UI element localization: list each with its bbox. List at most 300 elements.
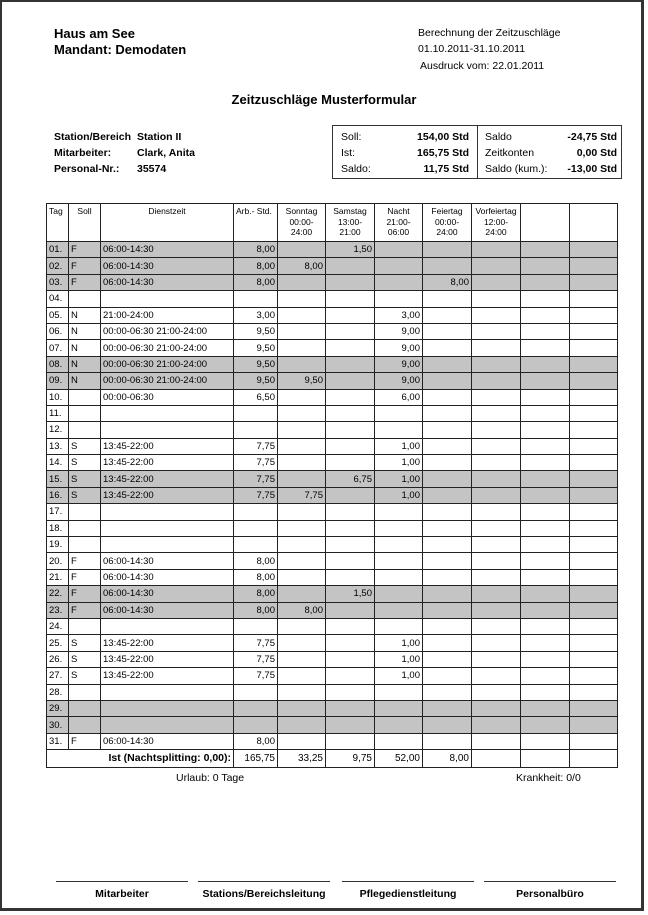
cell-vorfeiertag bbox=[472, 733, 521, 749]
cell-soll bbox=[69, 700, 101, 716]
cell-arb-std bbox=[234, 700, 278, 716]
table-row bbox=[47, 684, 618, 700]
cell-empty bbox=[521, 504, 570, 520]
cell-vorfeiertag bbox=[472, 487, 521, 503]
cell-samstag bbox=[326, 602, 375, 618]
cell-arb-std: 8,00 bbox=[234, 258, 278, 274]
cell-nacht: 9,00 bbox=[375, 340, 423, 356]
print-date: Ausdruck vom: 22.01.2011 bbox=[420, 60, 545, 72]
cell-dienstzeit: 00:00-06:30 21:00-24:00 bbox=[101, 340, 234, 356]
zeitkonten-label: Zeitkonten bbox=[485, 147, 535, 159]
cell-day: 17. bbox=[47, 504, 69, 520]
cell-empty bbox=[570, 438, 618, 454]
cell-samstag bbox=[326, 537, 375, 553]
cell-samstag bbox=[326, 520, 375, 536]
cell-vorfeiertag bbox=[472, 651, 521, 667]
cell-empty bbox=[570, 471, 618, 487]
cell-sonntag bbox=[278, 405, 326, 421]
col-sonntag: Sonntag 00:00-24:00 bbox=[278, 204, 326, 242]
cell-nacht bbox=[375, 602, 423, 618]
table-row bbox=[47, 307, 618, 323]
cell-soll: N bbox=[69, 323, 101, 339]
cell-feiertag bbox=[423, 717, 472, 733]
cell-empty bbox=[570, 307, 618, 323]
cell-vorfeiertag bbox=[472, 569, 521, 585]
cell-sonntag bbox=[278, 455, 326, 471]
col-dienstzeit: Dienstzeit bbox=[101, 204, 234, 242]
cell-feiertag bbox=[423, 356, 472, 372]
cell-empty bbox=[521, 733, 570, 749]
cell-feiertag bbox=[423, 307, 472, 323]
cell-samstag: 1,50 bbox=[326, 242, 375, 258]
cell-nacht: 9,00 bbox=[375, 356, 423, 372]
cell-empty bbox=[521, 520, 570, 536]
cell-nacht: 9,00 bbox=[375, 373, 423, 389]
table-row bbox=[47, 504, 618, 520]
cell-samstag bbox=[326, 340, 375, 356]
total-label: Ist (Nachtsplitting: 0,00): bbox=[47, 750, 234, 768]
cell-dienstzeit: 06:00-14:30 bbox=[101, 733, 234, 749]
cell-nacht bbox=[375, 586, 423, 602]
saldo-total-label: Saldo bbox=[485, 131, 512, 143]
cell-empty bbox=[570, 356, 618, 372]
cell-day: 03. bbox=[47, 274, 69, 290]
signature-line-station bbox=[198, 881, 330, 882]
table-row bbox=[47, 455, 618, 471]
cell-arb-std: 9,50 bbox=[234, 373, 278, 389]
cell-dienstzeit bbox=[101, 520, 234, 536]
cell-feiertag bbox=[423, 684, 472, 700]
cell-soll: S bbox=[69, 471, 101, 487]
cell-samstag bbox=[326, 389, 375, 405]
cell-day: 09. bbox=[47, 373, 69, 389]
cell-soll bbox=[69, 389, 101, 405]
cell-empty bbox=[570, 389, 618, 405]
cell-soll: F bbox=[69, 242, 101, 258]
cell-feiertag bbox=[423, 373, 472, 389]
cell-vorfeiertag bbox=[472, 520, 521, 536]
cell-empty bbox=[521, 602, 570, 618]
cell-sonntag bbox=[278, 700, 326, 716]
cell-samstag bbox=[326, 438, 375, 454]
cell-dienstzeit: 06:00-14:30 bbox=[101, 274, 234, 290]
cell-soll bbox=[69, 537, 101, 553]
cell-samstag bbox=[326, 487, 375, 503]
cell-empty bbox=[570, 504, 618, 520]
cell-arb-std: 7,75 bbox=[234, 438, 278, 454]
cell-vorfeiertag bbox=[472, 356, 521, 372]
cell-samstag bbox=[326, 618, 375, 634]
soll-value: 154,00 Std bbox=[417, 131, 469, 143]
cell-arb-std bbox=[234, 618, 278, 634]
cell-feiertag bbox=[423, 537, 472, 553]
cell-arb-std: 9,50 bbox=[234, 356, 278, 372]
cell-nacht: 1,00 bbox=[375, 455, 423, 471]
saldo-kum-label: Saldo (kum.): bbox=[485, 163, 548, 175]
cell-vorfeiertag bbox=[472, 323, 521, 339]
cell-sonntag bbox=[278, 307, 326, 323]
cell-dienstzeit: 13:45-22:00 bbox=[101, 651, 234, 667]
cell-empty bbox=[570, 323, 618, 339]
cell-vorfeiertag bbox=[472, 242, 521, 258]
cell-nacht bbox=[375, 258, 423, 274]
cell-dienstzeit bbox=[101, 405, 234, 421]
cell-vorfeiertag bbox=[472, 717, 521, 733]
cell-day: 14. bbox=[47, 455, 69, 471]
cell-vorfeiertag bbox=[472, 373, 521, 389]
col-empty-2 bbox=[570, 204, 618, 242]
cell-sonntag bbox=[278, 340, 326, 356]
cell-sonntag bbox=[278, 274, 326, 290]
cell-samstag: 1,50 bbox=[326, 586, 375, 602]
table-row bbox=[47, 537, 618, 553]
cell-feiertag bbox=[423, 553, 472, 569]
cell-arb-std bbox=[234, 422, 278, 438]
cell-dienstzeit bbox=[101, 422, 234, 438]
cell-feiertag: 8,00 bbox=[423, 274, 472, 290]
cell-vorfeiertag bbox=[472, 340, 521, 356]
personnel-value: 35574 bbox=[137, 163, 167, 175]
cell-day: 02. bbox=[47, 258, 69, 274]
cell-vorfeiertag bbox=[472, 471, 521, 487]
total-empty-2 bbox=[570, 750, 618, 768]
cell-dienstzeit: 13:45-22:00 bbox=[101, 438, 234, 454]
table-row bbox=[47, 569, 618, 585]
col-soll: Soll bbox=[69, 204, 101, 242]
cell-soll: S bbox=[69, 651, 101, 667]
cell-soll bbox=[69, 291, 101, 307]
cell-sonntag bbox=[278, 422, 326, 438]
table-row bbox=[47, 242, 618, 258]
cell-nacht bbox=[375, 618, 423, 634]
table-row bbox=[47, 635, 618, 651]
cell-feiertag bbox=[423, 340, 472, 356]
cell-nacht bbox=[375, 537, 423, 553]
cell-empty bbox=[521, 307, 570, 323]
cell-nacht bbox=[375, 291, 423, 307]
cell-empty bbox=[521, 651, 570, 667]
cell-samstag bbox=[326, 700, 375, 716]
cell-empty bbox=[570, 569, 618, 585]
cell-empty bbox=[570, 242, 618, 258]
cell-vorfeiertag bbox=[472, 405, 521, 421]
cell-empty bbox=[570, 717, 618, 733]
cell-soll bbox=[69, 618, 101, 634]
cell-dienstzeit: 13:45-22:00 bbox=[101, 455, 234, 471]
table-row bbox=[47, 438, 618, 454]
cell-nacht: 1,00 bbox=[375, 651, 423, 667]
cell-empty bbox=[570, 405, 618, 421]
summary-box bbox=[332, 125, 622, 179]
cell-dienstzeit: 00:00-06:30 21:00-24:00 bbox=[101, 373, 234, 389]
cell-samstag bbox=[326, 405, 375, 421]
cell-arb-std: 8,00 bbox=[234, 553, 278, 569]
cell-samstag bbox=[326, 323, 375, 339]
cell-samstag: 6,75 bbox=[326, 471, 375, 487]
table-row bbox=[47, 602, 618, 618]
summary-left bbox=[333, 126, 478, 178]
cell-arb-std bbox=[234, 537, 278, 553]
table-row bbox=[47, 668, 618, 684]
cell-empty bbox=[521, 340, 570, 356]
table-row bbox=[47, 520, 618, 536]
cell-vorfeiertag bbox=[472, 602, 521, 618]
cell-dienstzeit: 00:00-06:30 21:00-24:00 bbox=[101, 356, 234, 372]
cell-empty bbox=[521, 700, 570, 716]
station-value: Station II bbox=[137, 131, 182, 143]
cell-samstag bbox=[326, 684, 375, 700]
cell-day: 26. bbox=[47, 651, 69, 667]
cell-day: 25. bbox=[47, 635, 69, 651]
cell-feiertag bbox=[423, 438, 472, 454]
cell-vorfeiertag bbox=[472, 635, 521, 651]
cell-day: 06. bbox=[47, 323, 69, 339]
cell-sonntag: 8,00 bbox=[278, 602, 326, 618]
cell-soll: N bbox=[69, 356, 101, 372]
cell-vorfeiertag bbox=[472, 668, 521, 684]
cell-feiertag bbox=[423, 455, 472, 471]
cell-empty bbox=[570, 258, 618, 274]
cell-dienstzeit: 06:00-14:30 bbox=[101, 553, 234, 569]
cell-feiertag bbox=[423, 258, 472, 274]
total-nacht: 52,00 bbox=[375, 750, 423, 768]
cell-dienstzeit: 06:00-14:30 bbox=[101, 569, 234, 585]
cell-day: 23. bbox=[47, 602, 69, 618]
cell-arb-std bbox=[234, 291, 278, 307]
cell-empty bbox=[521, 356, 570, 372]
table-body bbox=[47, 242, 618, 750]
cell-arb-std: 7,75 bbox=[234, 651, 278, 667]
table-row bbox=[47, 373, 618, 389]
cell-sonntag bbox=[278, 242, 326, 258]
cell-nacht bbox=[375, 717, 423, 733]
cell-dienstzeit bbox=[101, 717, 234, 733]
cell-samstag bbox=[326, 733, 375, 749]
cell-arb-std bbox=[234, 520, 278, 536]
cell-empty bbox=[570, 553, 618, 569]
cell-sonntag bbox=[278, 291, 326, 307]
cell-feiertag bbox=[423, 487, 472, 503]
cell-empty bbox=[521, 291, 570, 307]
ist-label: Ist: bbox=[341, 147, 356, 159]
total-feiertag: 8,00 bbox=[423, 750, 472, 768]
cell-arb-std: 8,00 bbox=[234, 569, 278, 585]
table-row bbox=[47, 700, 618, 716]
cell-empty bbox=[570, 373, 618, 389]
cell-samstag bbox=[326, 651, 375, 667]
cell-nacht: 1,00 bbox=[375, 438, 423, 454]
cell-soll: S bbox=[69, 455, 101, 471]
cell-soll bbox=[69, 504, 101, 520]
cell-sonntag bbox=[278, 389, 326, 405]
cell-empty bbox=[570, 455, 618, 471]
cell-sonntag bbox=[278, 323, 326, 339]
cell-empty bbox=[521, 537, 570, 553]
cell-dienstzeit: 06:00-14:30 bbox=[101, 602, 234, 618]
cell-feiertag bbox=[423, 471, 472, 487]
cell-empty bbox=[570, 651, 618, 667]
period: 01.10.2011-31.10.2011 bbox=[418, 43, 526, 55]
table-row bbox=[47, 471, 618, 487]
saldo-value: 11,75 Std bbox=[423, 163, 469, 175]
table-row bbox=[47, 422, 618, 438]
cell-empty bbox=[521, 323, 570, 339]
cell-arb-std: 8,00 bbox=[234, 242, 278, 258]
cell-empty bbox=[570, 635, 618, 651]
cell-sonntag bbox=[278, 684, 326, 700]
total-samstag: 9,75 bbox=[326, 750, 375, 768]
cell-vorfeiertag bbox=[472, 618, 521, 634]
vacation-info: Urlaub: 0 Tage bbox=[176, 772, 245, 784]
cell-nacht: 1,00 bbox=[375, 471, 423, 487]
client-name: Mandant: Demodaten bbox=[54, 42, 187, 57]
total-empty-1 bbox=[521, 750, 570, 768]
total-sonntag: 33,25 bbox=[278, 750, 326, 768]
cell-feiertag bbox=[423, 242, 472, 258]
cell-arb-std: 7,75 bbox=[234, 487, 278, 503]
cell-empty bbox=[521, 684, 570, 700]
cell-dienstzeit bbox=[101, 504, 234, 520]
cell-vorfeiertag bbox=[472, 291, 521, 307]
cell-vorfeiertag bbox=[472, 700, 521, 716]
cell-sonntag bbox=[278, 586, 326, 602]
cell-vorfeiertag bbox=[472, 389, 521, 405]
cell-nacht bbox=[375, 700, 423, 716]
cell-vorfeiertag bbox=[472, 422, 521, 438]
cell-arb-std: 7,75 bbox=[234, 635, 278, 651]
sickness-info: Krankheit: 0/0 bbox=[516, 772, 581, 784]
cell-day: 18. bbox=[47, 520, 69, 536]
cell-day: 27. bbox=[47, 668, 69, 684]
col-nacht: Nacht 21:00-06:00 bbox=[375, 204, 423, 242]
cell-soll: S bbox=[69, 635, 101, 651]
cell-arb-std: 8,00 bbox=[234, 602, 278, 618]
cell-samstag bbox=[326, 356, 375, 372]
cell-sonntag bbox=[278, 733, 326, 749]
cell-samstag bbox=[326, 373, 375, 389]
cell-day: 22. bbox=[47, 586, 69, 602]
personnel-label: Personal-Nr.: bbox=[54, 163, 120, 175]
cell-day: 10. bbox=[47, 389, 69, 405]
col-tag: Tag bbox=[47, 204, 69, 242]
cell-dienstzeit: 00:00-06:30 bbox=[101, 389, 234, 405]
table-row bbox=[47, 717, 618, 733]
cell-day: 13. bbox=[47, 438, 69, 454]
col-vorfeiertag: Vorfeiertag 12:00-24:00 bbox=[472, 204, 521, 242]
cell-sonntag bbox=[278, 520, 326, 536]
col-feiertag: Feiertag 00:00-24:00 bbox=[423, 204, 472, 242]
cell-day: 12. bbox=[47, 422, 69, 438]
cell-nacht: 1,00 bbox=[375, 635, 423, 651]
cell-feiertag bbox=[423, 700, 472, 716]
summary-right bbox=[477, 126, 621, 178]
cell-nacht bbox=[375, 684, 423, 700]
cell-arb-std: 8,00 bbox=[234, 733, 278, 749]
cell-feiertag bbox=[423, 733, 472, 749]
cell-sonntag bbox=[278, 651, 326, 667]
cell-nacht bbox=[375, 733, 423, 749]
cell-soll bbox=[69, 405, 101, 421]
cell-empty bbox=[570, 684, 618, 700]
signature-line-hr bbox=[484, 881, 616, 882]
cell-soll bbox=[69, 520, 101, 536]
cell-arb-std: 8,00 bbox=[234, 274, 278, 290]
cell-day: 19. bbox=[47, 537, 69, 553]
cell-sonntag bbox=[278, 356, 326, 372]
cell-arb-std bbox=[234, 504, 278, 520]
cell-samstag bbox=[326, 668, 375, 684]
form-title: Zeitzuschläge Musterformular bbox=[231, 92, 417, 107]
cell-day: 31. bbox=[47, 733, 69, 749]
soll-label: Soll: bbox=[341, 131, 362, 143]
cell-sonntag bbox=[278, 537, 326, 553]
cell-day: 07. bbox=[47, 340, 69, 356]
cell-dienstzeit: 13:45-22:00 bbox=[101, 668, 234, 684]
cell-dienstzeit: 06:00-14:30 bbox=[101, 242, 234, 258]
cell-empty bbox=[570, 340, 618, 356]
cell-arb-std: 9,50 bbox=[234, 323, 278, 339]
cell-empty bbox=[570, 291, 618, 307]
cell-feiertag bbox=[423, 323, 472, 339]
cell-soll bbox=[69, 422, 101, 438]
cell-feiertag bbox=[423, 291, 472, 307]
cell-dienstzeit: 13:45-22:00 bbox=[101, 487, 234, 503]
cell-nacht bbox=[375, 504, 423, 520]
zeitkonten-value: 0,00 Std bbox=[576, 147, 617, 159]
cell-soll: F bbox=[69, 274, 101, 290]
table-row bbox=[47, 487, 618, 503]
cell-sonntag bbox=[278, 618, 326, 634]
signature-line-employee bbox=[56, 881, 188, 882]
cell-empty bbox=[570, 520, 618, 536]
cell-nacht: 9,00 bbox=[375, 323, 423, 339]
cell-samstag bbox=[326, 635, 375, 651]
cell-empty bbox=[521, 586, 570, 602]
cell-empty bbox=[570, 668, 618, 684]
cell-samstag bbox=[326, 274, 375, 290]
cell-samstag bbox=[326, 307, 375, 323]
cell-empty bbox=[521, 487, 570, 503]
cell-vorfeiertag bbox=[472, 586, 521, 602]
cell-arb-std bbox=[234, 684, 278, 700]
cell-vorfeiertag bbox=[472, 274, 521, 290]
cell-soll: F bbox=[69, 258, 101, 274]
cell-dienstzeit: 13:45-22:00 bbox=[101, 635, 234, 651]
cell-sonntag bbox=[278, 569, 326, 585]
cell-samstag bbox=[326, 422, 375, 438]
cell-feiertag bbox=[423, 635, 472, 651]
cell-vorfeiertag bbox=[472, 504, 521, 520]
cell-nacht bbox=[375, 520, 423, 536]
ist-value: 165,75 Std bbox=[417, 147, 469, 159]
table-row bbox=[47, 274, 618, 290]
cell-empty bbox=[521, 618, 570, 634]
cell-feiertag bbox=[423, 618, 472, 634]
signature-hr: Personalbüro bbox=[516, 888, 584, 900]
cell-dienstzeit: 06:00-14:30 bbox=[101, 258, 234, 274]
cell-samstag bbox=[326, 504, 375, 520]
col-samstag: Samstag 13:00-21:00 bbox=[326, 204, 375, 242]
cell-day: 20. bbox=[47, 553, 69, 569]
table-row bbox=[47, 733, 618, 749]
cell-feiertag bbox=[423, 422, 472, 438]
cell-empty bbox=[521, 635, 570, 651]
cell-nacht: 1,00 bbox=[375, 668, 423, 684]
cell-samstag bbox=[326, 258, 375, 274]
cell-day: 30. bbox=[47, 717, 69, 733]
cell-nacht bbox=[375, 553, 423, 569]
cell-arb-std: 6,50 bbox=[234, 389, 278, 405]
